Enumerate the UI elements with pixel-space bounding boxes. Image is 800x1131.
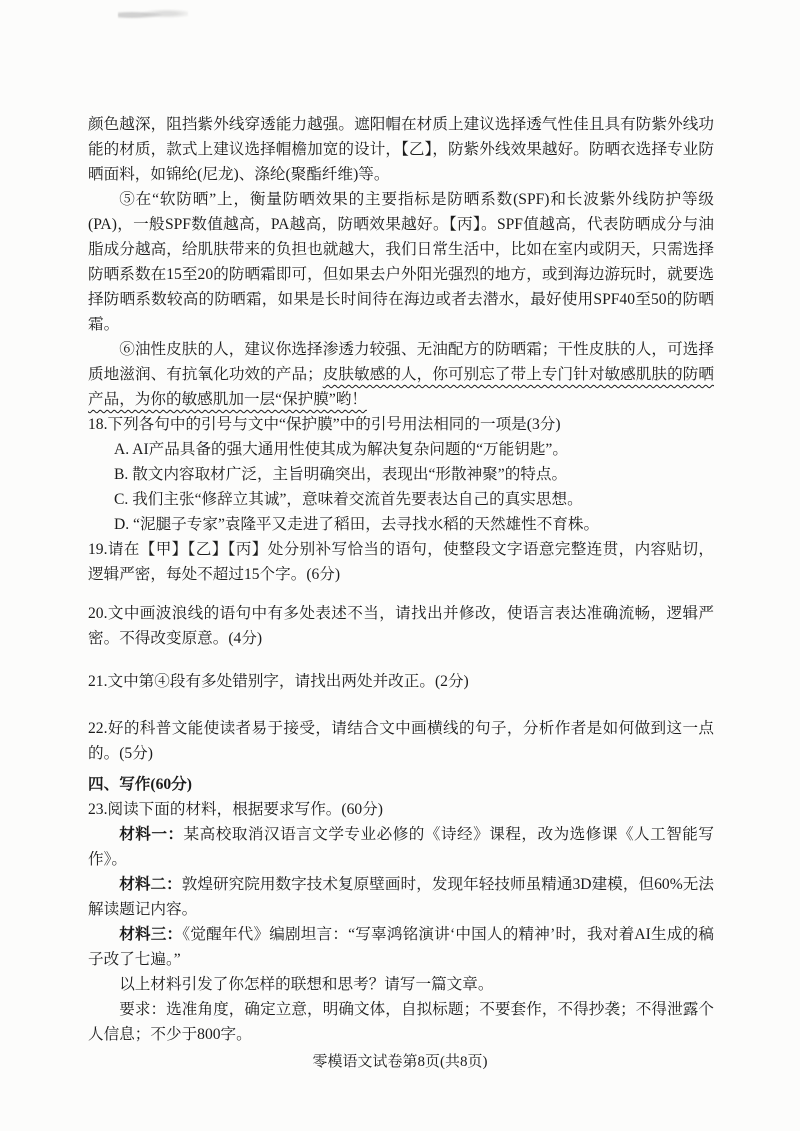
exam-content xyxy=(88,112,714,1047)
question-21: 21.文中第④段有多处错别字，请找出两处并改正。(2分) xyxy=(88,673,469,690)
question-18-option-a: A. AI产品具备的强大通用性使其成为解决复杂问题的“万能钥匙”。 xyxy=(114,441,568,458)
passage-paragraph-5: ⑤在“软防晒”上，衡量防晒效果的主要指标是防晒系数(SPF)和长波紫外线防护等级(PA)，一般SPF数值越高，PA越高，防晒效果越好。【丙】。SPF值越高，代表防晒成分与油脂成分越高，给肌肤带来的负担也就越大，我们日常生活中，比如在室内或阴天，只需选择防晒系数在15至20的防晒霜即可，但如果去户外阳光强烈的地方，或到海边游玩时，就要选择防晒系数较高的防晒霜，如果是长时间待在海边或者去潜水，最好使用SPF40至50的防晒霜。 xyxy=(88,191,714,333)
material-2-text: 敦煌研究院用数字技术复原壁画时，发现年轻技师虽精通3D建模，但60%无法解读题记内容。 xyxy=(88,876,714,918)
question-19: 19.请在【甲】【乙】【丙】处分别补写恰当的语句，使整段文字语意完整连贯，内容贴切，逻辑严密，每处不超过15个字。(6分) xyxy=(88,541,714,583)
question-18-option-b: B. 散文内容取材广泛，主旨明确突出，表现出“形散神聚”的特点。 xyxy=(114,466,568,483)
question-18-option-c: C. 我们主张“修辞立其诚”，意味着交流首先要表达自己的真实思想。 xyxy=(114,491,583,508)
question-23-prompt: 以上材料引发了你怎样的联想和思考？请写一篇文章。 xyxy=(119,976,494,993)
material-2-label: 材料二： xyxy=(119,876,182,893)
material-3-label: 材料三： xyxy=(119,926,183,943)
question-22: 22.好的科普文能使读者易于接受，请结合文中画横线的句子，分析作者是如何做到这一点的。(5分) xyxy=(88,720,714,762)
section-4-heading: 四、写作(60分) xyxy=(88,776,192,793)
passage-paragraph-6 xyxy=(88,337,714,412)
question-23-requirements: 要求：选准角度，确定立意，明确文体，自拟标题；不要套作，不得抄袭；不得泄露个人信息；不少于800字。 xyxy=(88,1001,714,1043)
passage-paragraph-continuation: 颜色越深，阻挡紫外线穿透能力越强。遮阳帽在材质上建议选择透气性佳且具有防紫外线功能的材质，款式上建议选择帽檐加宽的设计，【乙】，防紫外线效果越好。防晒衣选择专业防晒面料，如锦纶(尼龙)、涤纶(聚酯纤维)等。 xyxy=(88,116,714,183)
passage-paragraph-6-wavy-underlined: 皮肤敏感的人，你可别忘了带上专门针对敏感肌肤的防晒产品，为你的敏感肌加一层“保护膜”哟！ xyxy=(88,366,714,408)
material-1-label: 材料一： xyxy=(119,826,184,843)
scan-artifact xyxy=(118,8,188,22)
question-18-options xyxy=(88,437,714,537)
question-23-stem: 23.阅读下面的材料，根据要求写作。(60分) xyxy=(88,801,383,818)
passage-paragraph-6-plain: ⑥油性皮肤的人，建议你选择渗透力较强、无油配方的防晒霜；干性皮肤的人，可选择质地滋润、有抗氧化功效的产品； xyxy=(88,341,714,383)
question-20: 20.文中画波浪线的语句中有多处表述不当，请找出并修改，使语言表达准确流畅，逻辑严密。不得改变原意。(4分) xyxy=(88,605,714,647)
question-23-material-3 xyxy=(88,922,714,972)
question-18-stem: 18.下列各句中的引号与文中“保护膜”中的引号用法相同的一项是(3分) xyxy=(88,416,561,433)
material-1-text: 某高校取消汉语言文学专业必修的《诗经》课程，改为选修课《人工智能写作》。 xyxy=(88,826,714,868)
question-23-material-1 xyxy=(88,822,714,872)
question-23-material-2 xyxy=(88,872,714,922)
question-18-option-d: D. “泥腿子专家”袁隆平又走进了稻田，去寻找水稻的天然雄性不育株。 xyxy=(114,516,600,533)
page-footer: 零模语文试卷第8页(共8页) xyxy=(312,1054,488,1070)
material-3-text: 《觉醒年代》编剧坦言：“写辜鸿铭演讲‘中国人的精神’时，我对着AI生成的稿子改了七遍。” xyxy=(88,926,714,968)
